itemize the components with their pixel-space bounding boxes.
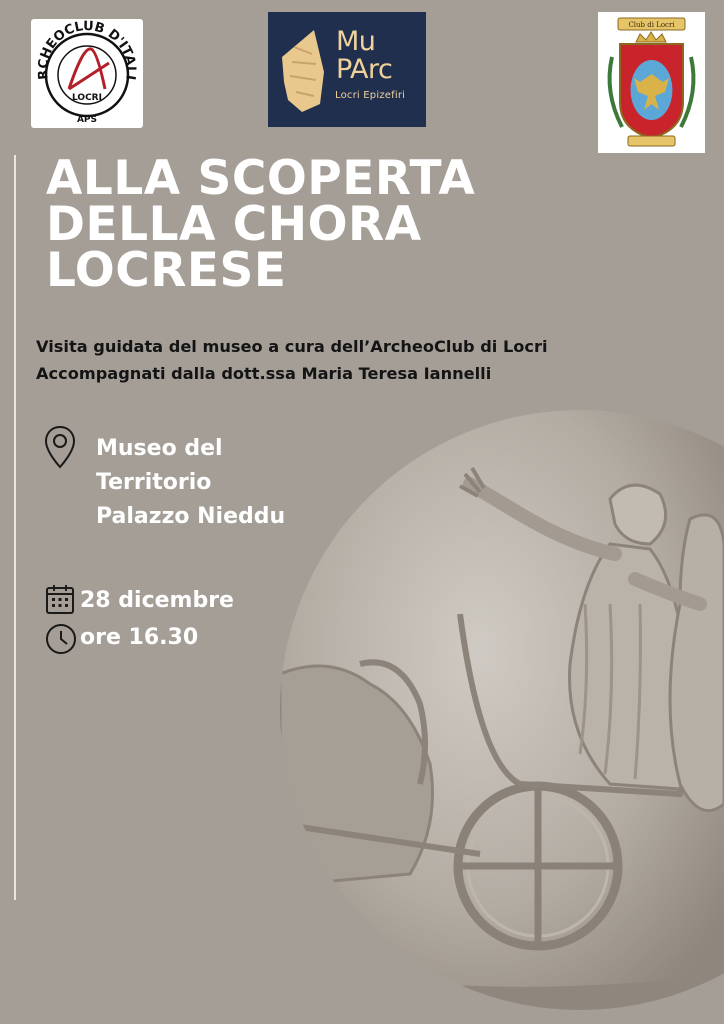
svg-text:ARCHEOCLUB D'ITALIA (31, 19, 138, 81)
archeoclub-suffix: APS (76, 115, 98, 125)
venue-line-3: Palazzo Nieddu (96, 504, 286, 529)
calendar-icon (45, 583, 75, 615)
muparc-logo (268, 12, 426, 127)
muparc-head-icon (272, 12, 332, 127)
archeoclub-emblem (31, 19, 143, 128)
muparc-title (336, 28, 392, 84)
subtitle-line-2: Accompagnati dalla dott.ssa Maria Teresa Iannelli (36, 364, 492, 383)
decorative-vertical-line (14, 155, 16, 900)
location-pin-icon (44, 425, 76, 469)
muparc-title-line1: Mu (336, 26, 376, 57)
archeoclub-logo (31, 19, 143, 128)
muparc-subtitle: Locri Epizefiri (335, 90, 406, 101)
clock-icon (45, 623, 77, 655)
archeoclub-arc-text: RCHEOCLUB D'ITALI (35, 19, 139, 82)
event-subtitle (36, 333, 716, 387)
event-venue (96, 432, 285, 534)
event-time: ore 16.30 (80, 625, 199, 650)
terracotta-relief-image (280, 404, 724, 1016)
event-date: 28 dicembre (80, 588, 234, 613)
venue-line-2: Territorio (96, 470, 212, 495)
archeoclub-city: LOCRI (72, 93, 102, 103)
club-locri-crest (598, 12, 705, 153)
event-title: ALLA SCOPERTA DELLA CHORA LOCRESE (46, 151, 476, 298)
venue-line-1: Museo del (96, 436, 223, 461)
club-locri-logo (598, 12, 705, 153)
club-locri-banner: Club di Locri (628, 21, 675, 29)
muparc-title-line2: PArc (336, 54, 393, 85)
subtitle-line-1: Visita guidata del museo a cura dell’ArcheoClub di Locri (36, 337, 548, 356)
